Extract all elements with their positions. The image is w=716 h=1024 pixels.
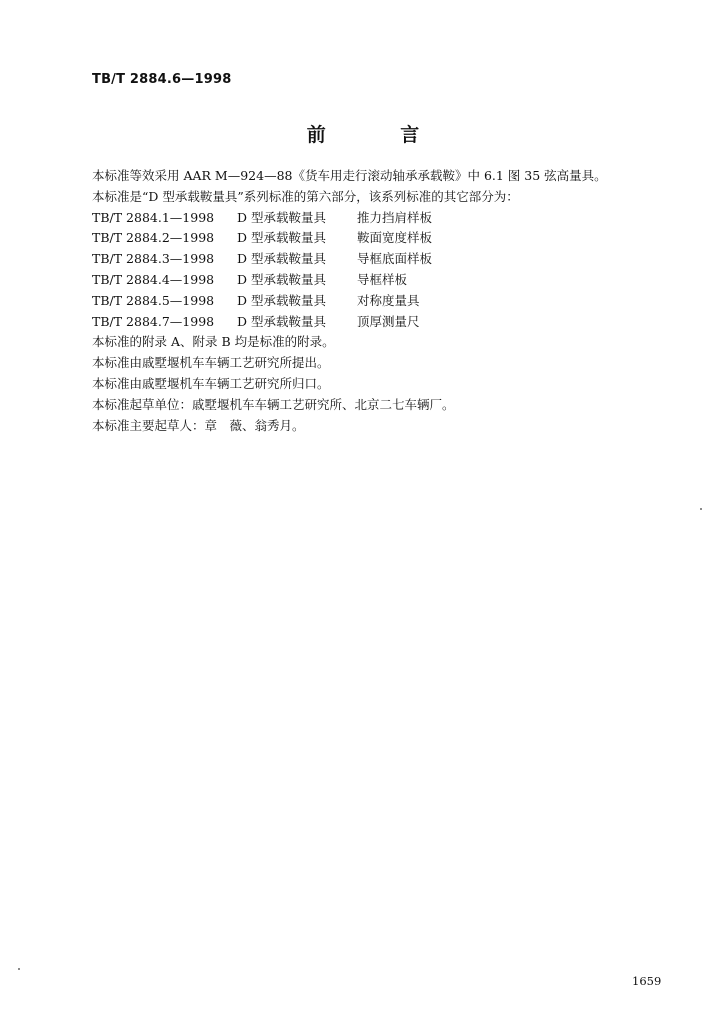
part-code: TB/T 2884.7—1998 [92,313,215,329]
standard-code: TB/T 2884.6—1998 [92,72,232,87]
series-part-row [92,312,692,333]
intro-line: 本标准等效采用 AAR M—924—88《货车用走行滚动轴承承载鞍》中 6.1 图 35 弦高量具。 [92,168,607,183]
closing-line: 本标准的附录 A、附录 B 均是标准的附录。 [92,334,335,350]
page-number: 1659 [632,974,662,988]
foreword-body [92,166,692,436]
series-part-row [92,249,692,270]
part-name: 导框样板 [357,271,408,287]
part-name: 推力挡肩样板 [357,209,433,225]
part-type: D 型承载鞍量具 [237,313,326,329]
part-type: D 型承载鞍量具 [237,251,326,267]
scan-speck [700,508,702,510]
part-code: TB/T 2884.5—1998 [92,292,215,308]
series-part-row [92,228,692,249]
scan-speck [18,968,20,970]
part-code: TB/T 2884.4—1998 [92,271,215,287]
part-name: 鞍面宽度样板 [357,230,433,246]
part-name: 导框底面样板 [357,251,433,267]
part-code: TB/T 2884.2—1998 [92,230,215,246]
page-title: 前 言 [306,124,454,146]
part-name: 对称度量具 [357,292,420,308]
series-part-row [92,291,692,312]
closing-line: 本标准起草单位：戚墅堰机车车辆工艺研究所、北京二七车辆厂。 [92,396,455,412]
part-type: D 型承载鞍量具 [237,230,326,246]
closing-line: 本标准主要起草人：章 薇、翁秀月。 [92,417,305,433]
part-type: D 型承载鞍量具 [237,271,326,287]
part-name: 顶厚测量尺 [357,313,420,329]
closing-line: 本标准由戚墅堰机车车辆工艺研究所提出。 [92,355,330,371]
series-part-row [92,270,692,291]
part-code: TB/T 2884.1—1998 [92,209,215,225]
series-part-row [92,208,692,229]
intro-line: 本标准是“D 型承载鞍量具”系列标准的第六部分，该系列标准的其它部分为： [92,188,519,204]
closing-line: 本标准由戚墅堰机车车辆工艺研究所归口。 [92,375,330,391]
part-code: TB/T 2884.3—1998 [92,251,215,267]
part-type: D 型承载鞍量具 [237,209,326,225]
part-type: D 型承载鞍量具 [237,292,326,308]
